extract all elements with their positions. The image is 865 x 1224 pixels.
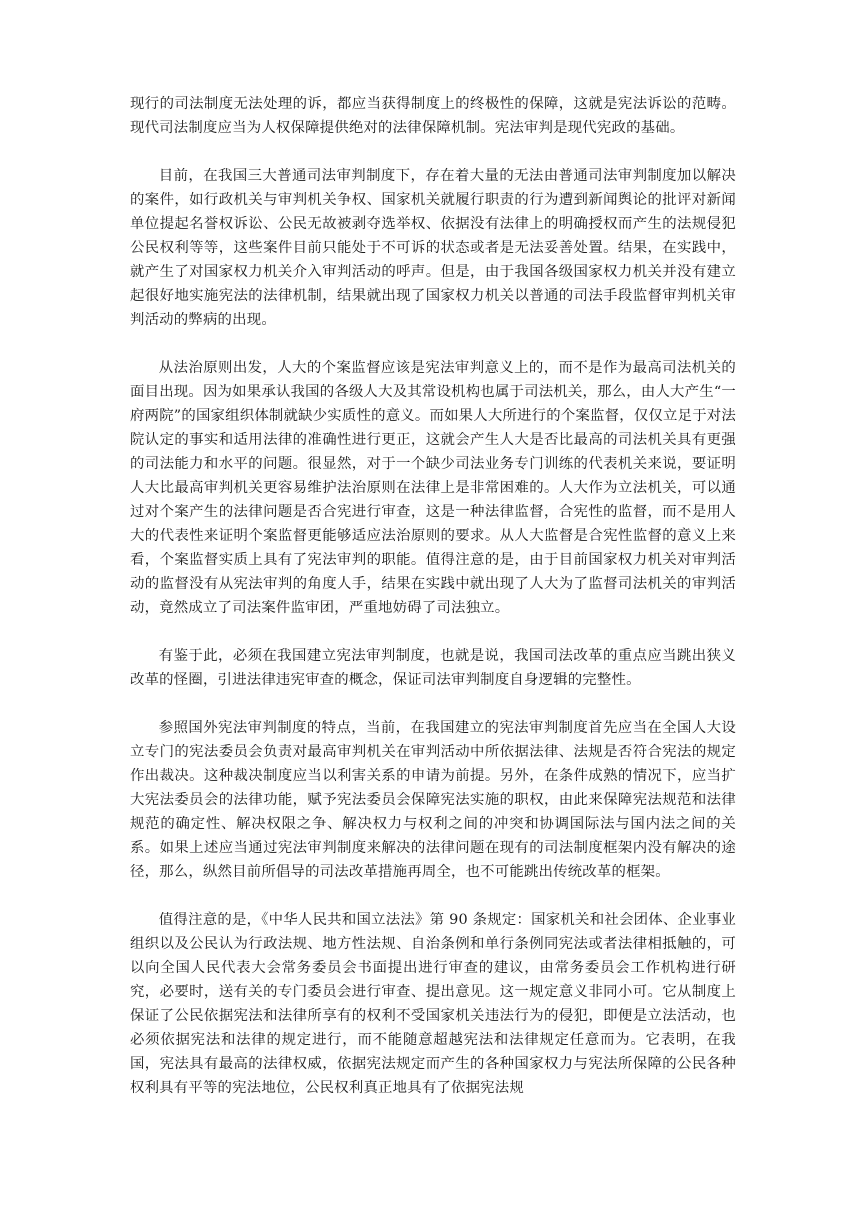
paragraph-legislation-law-article: 值得注意的是，《中华人民共和国立法法》第 90 条规定：国家机关和社会团体、企业事业组织以及公民认为行政法规、地方性法规、自治条例和单行条例同宪法或者法律相抵触的，可以向全国人民代表大会常务委员会书面提出进行审查的建议，由常务委员会工作机构进行研究，必要时，送有关的专门委员会进行审查、提出意见。这一规定意义非同小可。它从制度上保证了公民依据宪法和法律所享有的权利不受国家机关违法行为的侵犯，即便是立法活动，也必须依据宪法和法律的规定进行，而不能随意超越宪法和法律规定任意而为。它表明，在我国，宪法具有最高的法律权威，依据宪法规定而产生的各种国家权力与宪法所保障的公民各种权利具有平等的宪法地位，公民权利真正地具有了依据宪法规 (130, 912, 736, 1096)
paragraph-constitutional-litigation: 现行的司法制度无法处理的诉，都应当获得制度上的终极性的保障，这就是宪法诉讼的范畴。现代司法制度应当为人权保障提供绝对的法律保障机制。宪法审判是现代宪政的基础。 (130, 96, 736, 136)
paragraph-foreign-reference: 参照国外宪法审判制度的特点，当前，在我国建立的宪法审判制度首先应当在全国人大设立专门的宪法委员会负责对最高审判机关在审判活动中所依据法律、法规是否符合宪法的规定作出裁决。这种裁决制度应当以利害关系的申请为前提。另外，在条件成熟的情况下，应当扩大宪法委员会的法律功能，赋予宪法委员会保障宪法实施的职权，由此来保障宪法规范和法律规范的确定性、解决权限之争、解决权力与权利之间的冲突和协调国际法与国内法之间的关系。如果上述应当通过宪法审判制度来解决的法律问题在现有的司法制度框架内没有解决的途径，那么，纵然目前所倡导的司法改革措施再周全，也不可能跳出传统改革的框架。 (130, 720, 736, 880)
paragraph-current-situation: 目前，在我国三大普通司法审判制度下，存在着大量的无法由普通司法审判制度加以解决的案件，如行政机关与审判机关争权、国家机关就履行职责的行为遭到新闻舆论的批评对新闻单位提起名誉权诉讼、公民无故被剥夺选举权、依据没有法律上的明确授权而产生的法规侵犯公民权利等等，这些案件目前只能处于不可诉的状态或者是无法妥善处置。结果，在实践中，就产生了对国家权力机关介入审判活动的呼声。但是，由于我国各级国家权力机关并没有建立起很好地实施宪法的法律机制，结果就出现了国家权力机关以普通的司法手段监督审判机关审判活动的弊病的出现。 (130, 168, 736, 328)
paragraph-reform-focus: 有鉴于此，必须在我国建立宪法审判制度，也就是说，我国司法改革的重点应当跳出狭义改革的怪圈，引进法律违宪审查的概念，保证司法审判制度自身逻辑的完整性。 (130, 648, 736, 688)
document-page (130, 92, 736, 1100)
paragraph-rule-of-law-principle: 从法治原则出发，人大的个案监督应该是宪法审判意义上的，而不是作为最高司法机关的面目出现。因为如果承认我国的各级人大及其常设机构也属于司法机关，那么，由人大产生“一府两院”的国家组织体制就缺少实质性的意义。而如果人大所进行的个案监督，仅仅立足于对法院认定的事实和适用法律的准确性进行更正，这就会产生人大是否比最高的司法机关具有更强的司法能力和水平的问题。很显然，对于一个缺少司法业务专门训练的代表机关来说，要证明人大比最高审判机关更容易维护法治原则在法律上是非常困难的。人大作为立法机关，可以通过对个案产生的法律问题是否合宪进行审查，这是一种法律监督，合宪性的监督，而不是用人大的代表性来证明个案监督更能够适应法治原则的要求。从人大监督是合宪性监督的意义上来看，个案监督实质上具有了宪法审判的职能。值得注意的是，由于目前国家权力机关对审判活动的监督没有从宪法审判的角度人手，结果在实践中就出现了人大为了监督司法机关的审判活动，竟然成立了司法案件监审团，严重地妨碍了司法独立。 (130, 360, 736, 616)
